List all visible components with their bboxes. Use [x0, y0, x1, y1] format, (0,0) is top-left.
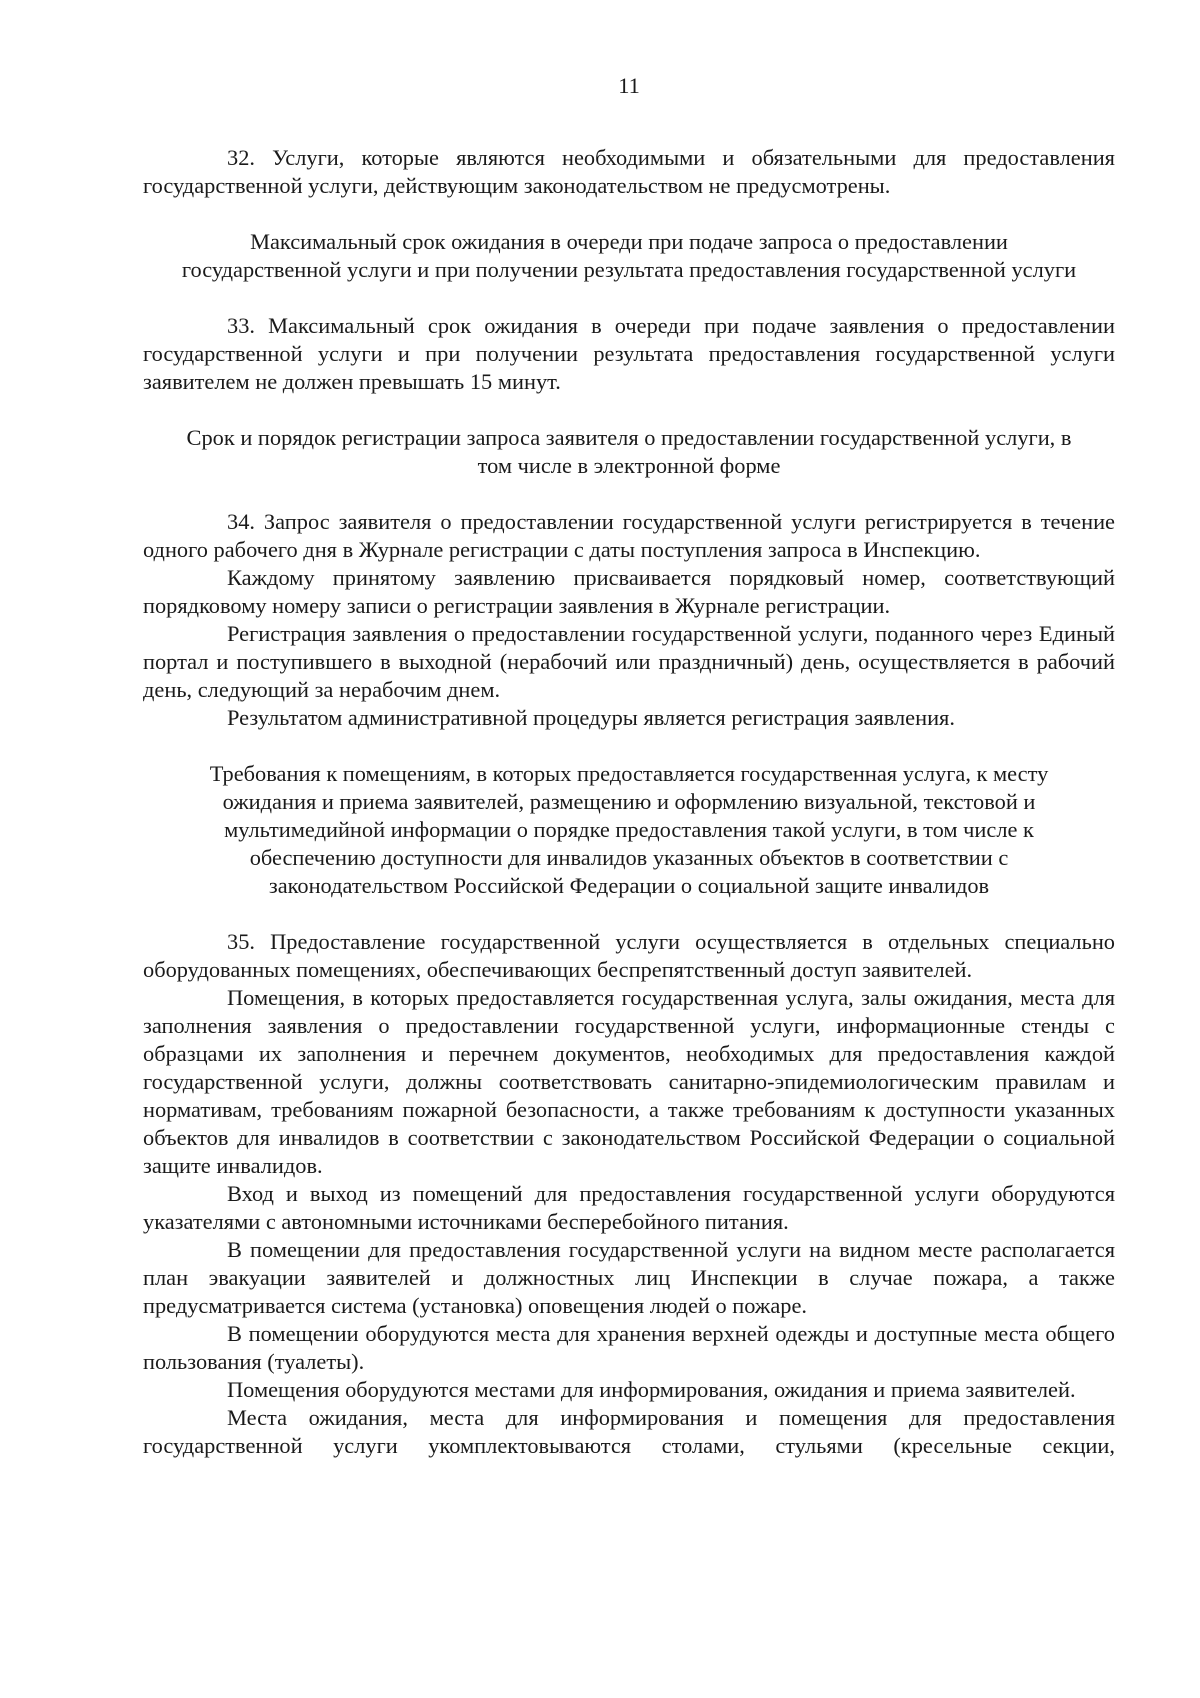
section-heading-queue-time: Максимальный срок ожидания в очереди при подаче запроса о предоставлении государственной услуги и при получении результата предоставления государственной услуги	[181, 229, 1077, 282]
page-number: 11	[618, 73, 640, 98]
paragraph-33: 33. Максимальный срок ожидания в очереди при подаче заявления о предоставлении государственной услуги и при получении результата предоставления государственной услуги заявителем не должен превышать 15 минут.	[143, 313, 1115, 394]
paragraph-34: 34. Запрос заявителя о предоставлении государственной услуги регистрируется в течение одного рабочего дня в Журнале регистрации с даты поступления запроса в Инспекцию.	[143, 509, 1115, 562]
paragraph-35-wardrobe: В помещении оборудуются места для хранения верхней одежды и доступные места общего пользования (туалеты).	[143, 1321, 1115, 1374]
paragraph-34-numbering: Каждому принятому заявлению присваивается порядковый номер, соответствующий порядковому номеру записи о регистрации заявления в Журнале регистрации.	[143, 565, 1115, 618]
paragraph-35-requirements: Помещения, в которых предоставляется государственная услуга, залы ожидания, места для заполнения заявления о предоставлении государственной услуги, информационные стенды с образцами их заполнения и перечнем документов, необходимых для предоставления каждой государственной услуги, должны соответствовать санитарно-эпидемиологическим правилам и нормативам, требованиям пожарной безопасности, а также требованиям к доступности указанных объектов для инвалидов в соответствии с законодательством Российской Федерации о социальной защите инвалидов.	[143, 985, 1115, 1178]
paragraph-34-portal: Регистрация заявления о предоставлении государственной услуги, поданного через Единый портал и поступившего в выходной (нерабочий или праздничный) день, осуществляется в рабочий день, следующий за нерабочим днем.	[143, 621, 1115, 702]
paragraph-32: 32. Услуги, которые являются необходимыми и обязательными для предоставления государственной услуги, действующим законодательством не предусмотрены.	[143, 145, 1115, 198]
section-heading-registration: Срок и порядок регистрации запроса заявителя о предоставлении государственной услуги, в том числе в электронной форме	[186, 425, 1072, 478]
paragraph-35-waiting-places: Помещения оборудуются местами для информирования, ожидания и приема заявителей.	[227, 1377, 1076, 1402]
paragraph-34-result: Результатом административной процедуры является регистрация заявления.	[227, 705, 955, 730]
section-heading-premises: Требования к помещениям, в которых предоставляется государственная услуга, к месту ожидания и приема заявителей, размещению и оформлению визуальной, текстовой и мультимедийной информации о порядке предоставления такой услуги, в том числе к обеспечению доступности для инвалидов указанных объектов в соответствии с законодательством Российской Федерации о социальной защите инвалидов	[209, 761, 1049, 898]
paragraph-35: 35. Предоставление государственной услуги осуществляется в отдельных специально оборудованных помещениях, обеспечивающих беспрепятственный доступ заявителей.	[143, 929, 1115, 982]
paragraph-35-entrance: Вход и выход из помещений для предоставления государственной услуги оборудуются указателями с автономными источниками бесперебойного питания.	[143, 1181, 1115, 1234]
paragraph-35-evacuation: В помещении для предоставления государственной услуги на видном месте располагается план эвакуации заявителей и должностных лиц Инспекции в случае пожара, а также предусматривается система (установка) оповещения людей о пожаре.	[143, 1237, 1115, 1318]
paragraph-35-furniture: Места ожидания, места для информирования и помещения для предоставления государственной услуги укомплектовываются столами, стульями (кресельные секции,	[143, 1405, 1115, 1458]
document-page	[143, 72, 1115, 1460]
